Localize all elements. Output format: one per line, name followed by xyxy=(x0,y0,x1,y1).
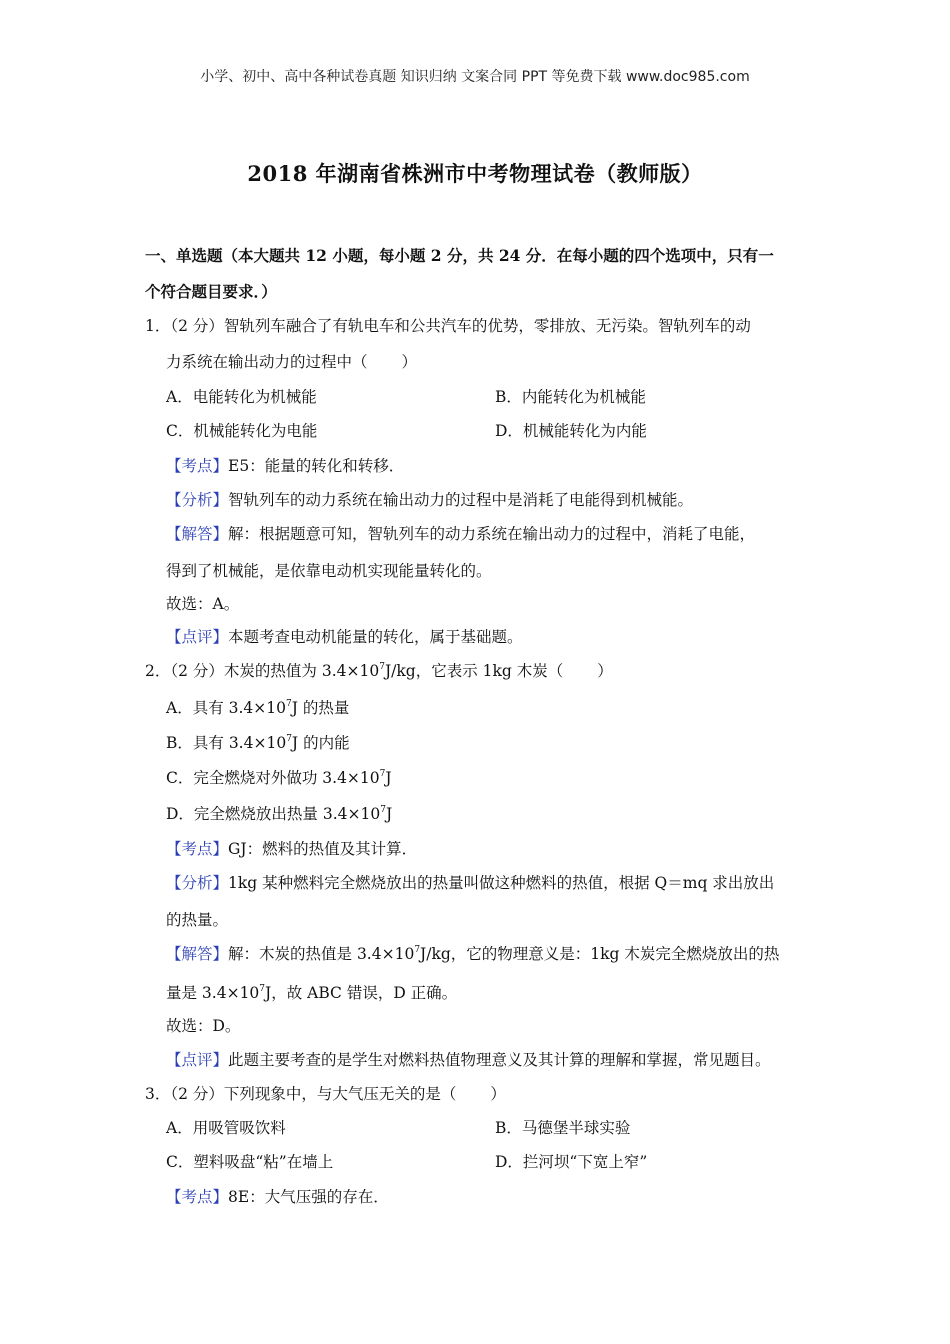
dianping-tag: 【点评】 xyxy=(166,1051,229,1069)
q1-stem-line1: 1．（2 分）智轨列车融合了有轨电车和公共汽车的优势，零排放、无污染。智轨列车的动 xyxy=(145,317,751,335)
fenxi-tag: 【分析】 xyxy=(166,491,229,509)
q2-fenxi-line1: 【分析】1kg 某种燃料完全燃烧放出的热量叫做这种燃料的热值，根据 Q＝mq 求出放出 xyxy=(166,874,775,892)
page-title: 2018 年湖南省株洲市中考物理试卷（教师版） xyxy=(247,161,703,186)
section-heading-line1: 一、单选题（本大题共 12 小题，每小题 2 分，共 24 分．在每小题的四个选项中，只有一 xyxy=(145,246,774,265)
dianping-tag: 【点评】 xyxy=(166,628,229,646)
q2-jieda-line2: 量是 $3.4\times 10^7J$，故 ABC 错误，D 正确。 xyxy=(166,984,458,1002)
q2-option-d: D．完全燃烧放出热量 $3.4\times 10^7J$ xyxy=(166,805,393,823)
q2-option-a: A．具有 $3.4\times 10^7J$ 的热量 xyxy=(166,699,350,717)
jieda-tag: 【解答】 xyxy=(166,945,229,963)
q1-answer: 故选：A。 xyxy=(166,595,240,613)
q2-fenxi-line2: 的热量。 xyxy=(166,911,229,929)
kaodian-tag: 【考点】 xyxy=(166,457,229,475)
kaodian-tag: 【考点】 xyxy=(166,840,229,858)
q1-stem-line2: 力系统在输出动力的过程中（ ） xyxy=(166,353,418,371)
q1-option-c: C．机械能转化为电能 xyxy=(166,422,318,440)
q1-kaodian: 【考点】E5：能量的转化和转移． xyxy=(166,457,405,475)
section-heading-line2: 个符合题目要求．） xyxy=(145,282,277,301)
q3-kaodian: 【考点】8E：大气压强的存在． xyxy=(166,1188,389,1206)
q2-kaodian: 【考点】GJ：燃料的热值及其计算． xyxy=(166,840,418,858)
fenxi-tag: 【分析】 xyxy=(166,874,229,892)
q1-jieda-line2: 得到了机械能，是依靠电动机实现能量转化的。 xyxy=(166,562,492,580)
q1-jieda-line1: 【解答】解：根据题意可知，智轨列车的动力系统在输出动力的过程中，消耗了电能， xyxy=(166,525,756,543)
q2-answer: 故选：D。 xyxy=(166,1017,241,1035)
q3-option-d: D．拦河坝“下宽上窄” xyxy=(495,1153,648,1171)
q1-option-a: A．电能转化为机械能 xyxy=(166,388,317,406)
jieda-tag: 【解答】 xyxy=(166,525,229,543)
kaodian-tag: 【考点】 xyxy=(166,1188,229,1206)
q2-dianping: 【点评】此题主要考查的是学生对燃料热值物理意义及其计算的理解和掌握，常见题目。 xyxy=(166,1051,771,1069)
q3-option-b: B．马德堡半球实验 xyxy=(495,1119,631,1137)
page-header: 小学、初中、高中各种试卷真题 知识归纳 文案合同 PPT 等免费下载 www.doc985.com xyxy=(200,69,750,85)
q2-jieda-line1: 【解答】解：木炭的热值是 $3.4\times 10^7J/kg$，它的物理意义是：1kg 木炭完全燃烧放出的热 xyxy=(166,945,780,963)
q3-option-c: C．塑料吸盘“粘”在墙上 xyxy=(166,1153,334,1171)
q2-option-c: C．完全燃烧对外做功 $3.4\times 10^7J$ xyxy=(166,769,392,787)
q1-dianping: 【点评】本题考查电动机能量的转化，属于基础题。 xyxy=(166,628,523,646)
q2-option-b: B．具有 $3.4\times 10^7J$ 的内能 xyxy=(166,734,350,752)
q1-option-b: B．内能转化为机械能 xyxy=(495,388,646,406)
q1-option-d: D．机械能转化为内能 xyxy=(495,422,647,440)
q3-stem: 3．（2 分）下列现象中，与大气压无关的是（ ） xyxy=(145,1085,506,1103)
q1-fenxi: 【分析】智轨列车的动力系统在输出动力的过程中是消耗了电能得到机械能。 xyxy=(166,491,694,509)
q3-option-a: A．用吸管吸饮料 xyxy=(166,1119,286,1137)
q2-stem: 2．（2 分）木炭的热值为 $3.4\times 10^7J/kg$，它表示 1kg 木炭（ ） xyxy=(145,662,613,680)
